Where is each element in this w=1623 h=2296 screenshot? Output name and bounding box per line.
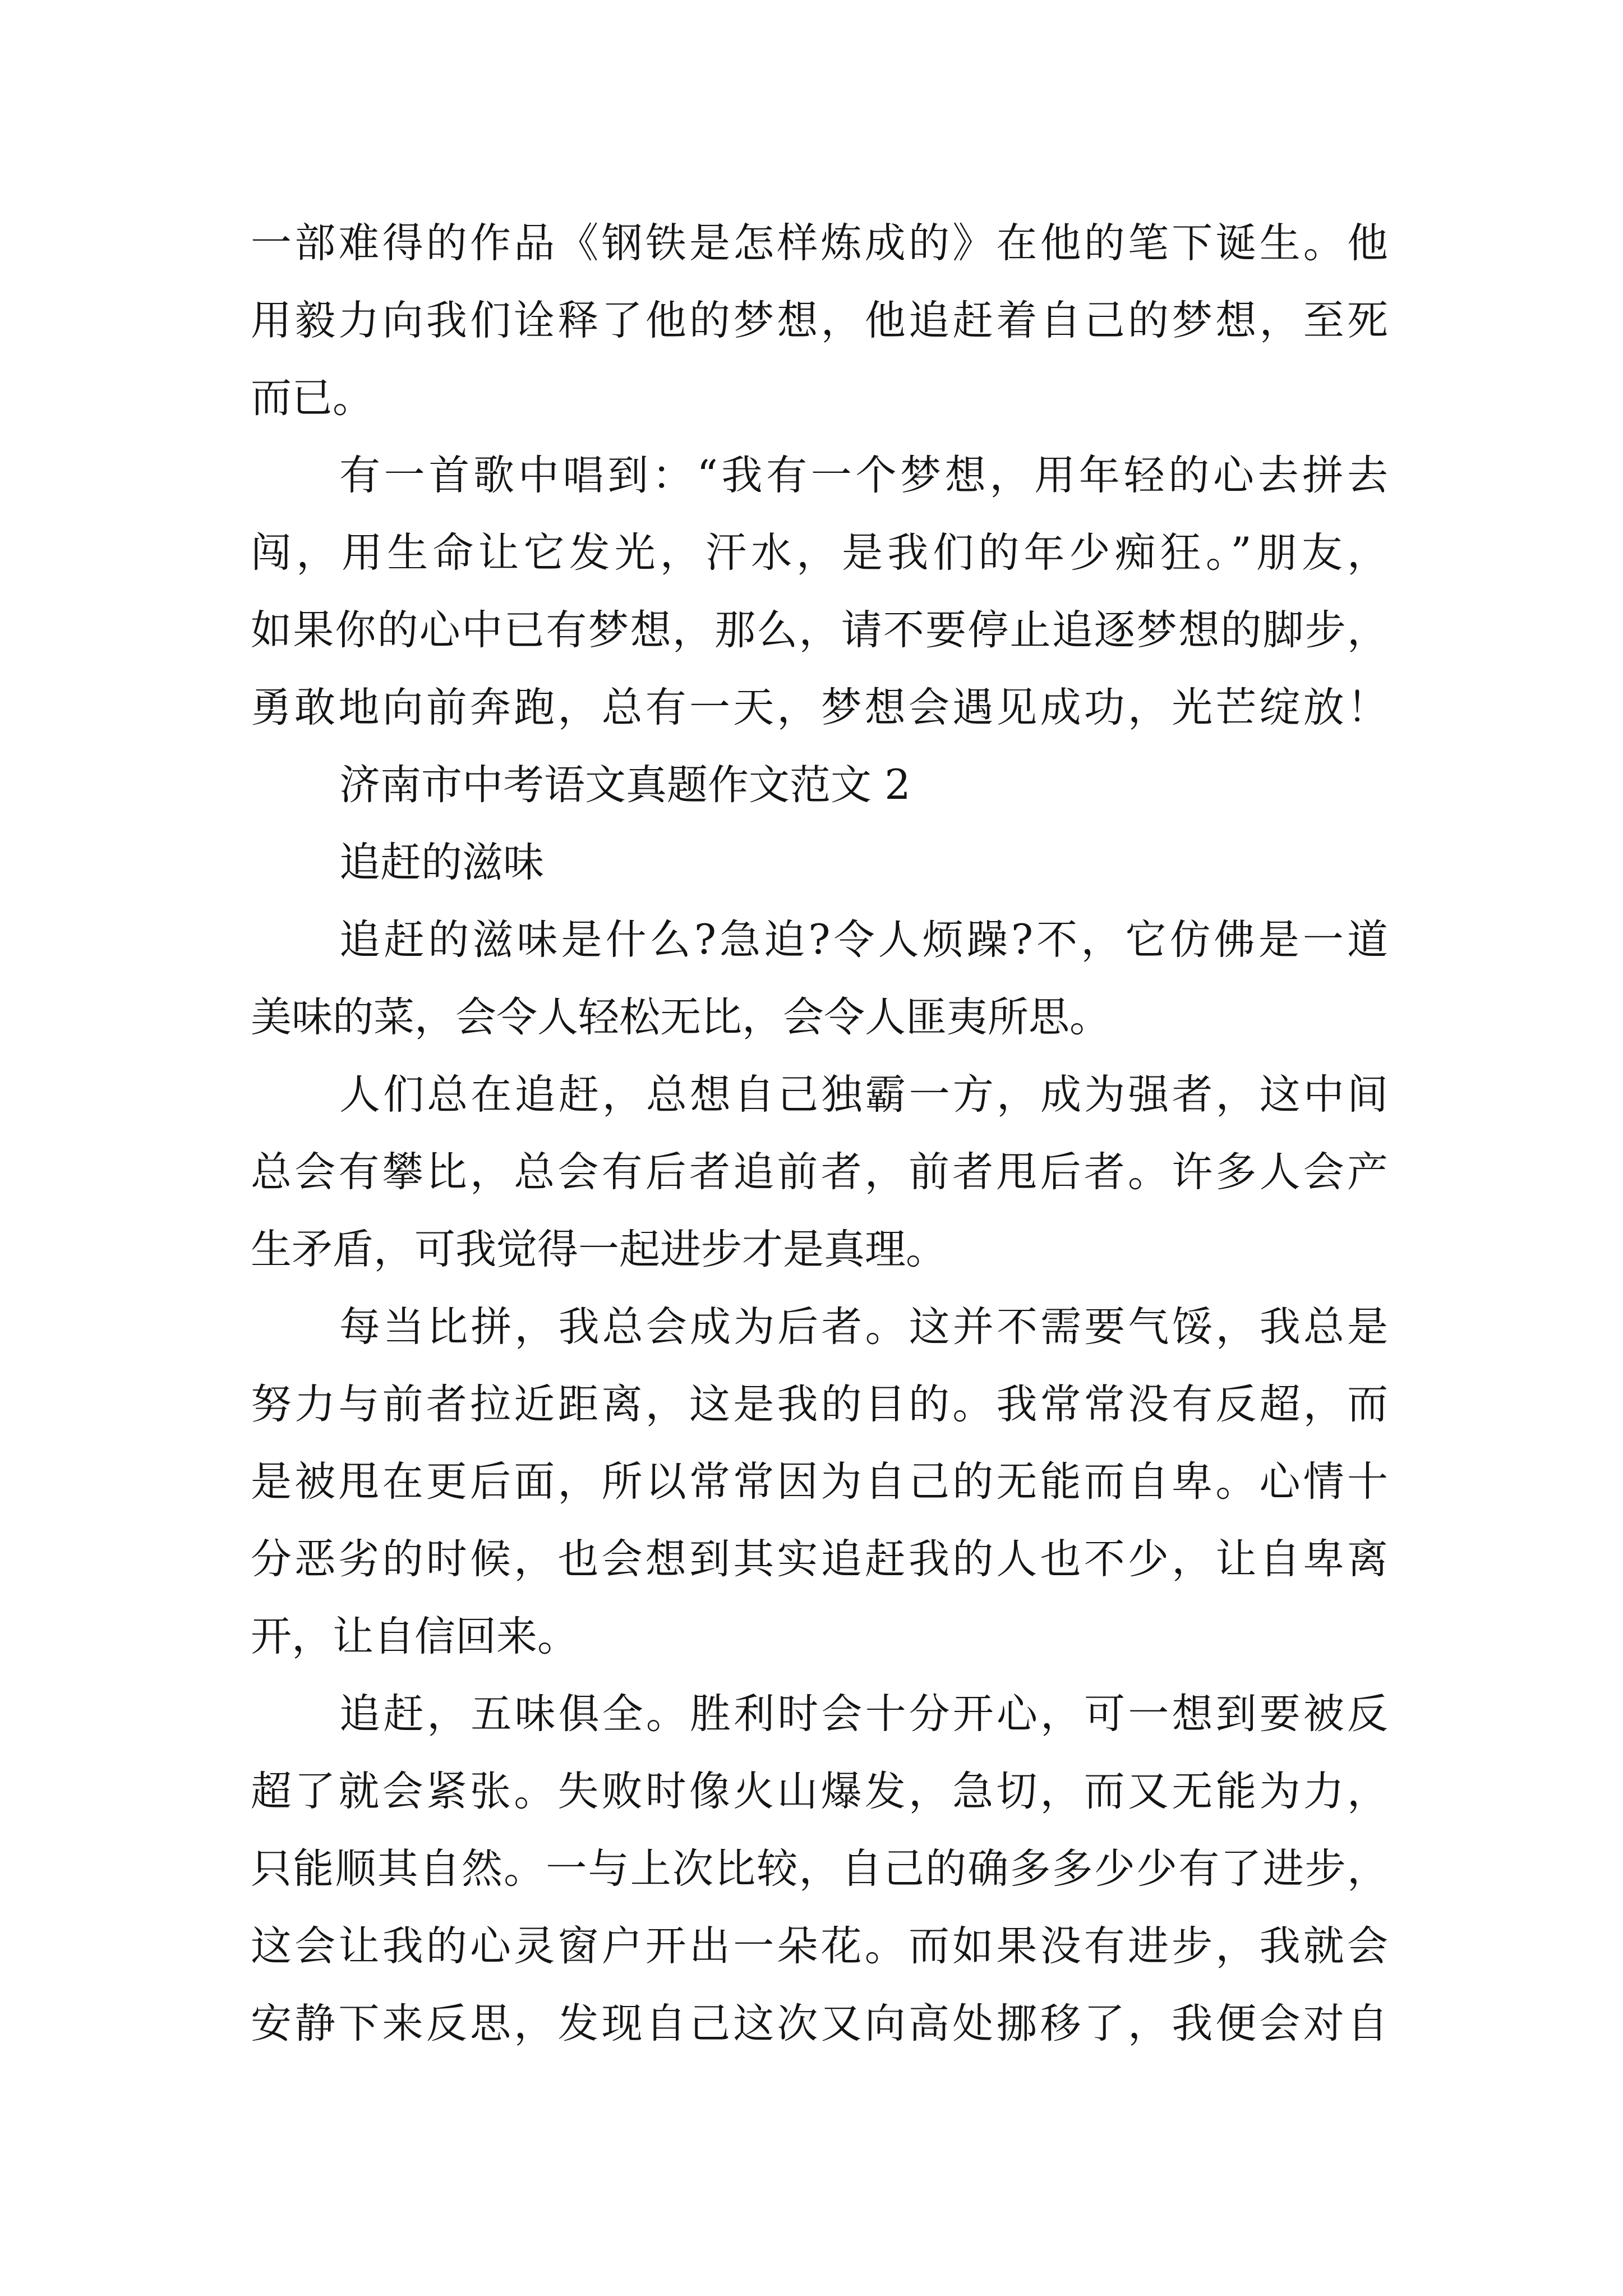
text-line: 每当比拼，我总会成为后者。这并不需要气馁，我总是 xyxy=(339,1303,1388,1351)
text-line: 闯，用生命让它发光，汗水，是我们的年少痴狂。”朋友， xyxy=(251,529,1388,577)
section-heading: 济南市中考语文真题作文范文 2 xyxy=(339,761,911,809)
text-line: 一部难得的作品《钢铁是怎样炼成的》在他的笔下诞生。他 xyxy=(251,219,1388,267)
text-line: 勇敢地向前奔跑，总有一天，梦想会遇见成功，光芒绽放！ xyxy=(251,684,1388,731)
text-line: 这会让我的心灵窗户开出一朵花。而如果没有进步，我就会 xyxy=(251,1922,1388,1970)
text-line: 超了就会紧张。失败时像火山爆发，急切，而又无能为力， xyxy=(251,1768,1388,1815)
text-line: 有一首歌中唱到：“我有一个梦想，用年轻的心去拼去 xyxy=(339,452,1388,499)
text-line: 安静下来反思，发现自己这次又向高处挪移了，我便会对自 xyxy=(251,2000,1388,2047)
text-line: 努力与前者拉近距离，这是我的目的。我常常没有反超，而 xyxy=(251,1381,1388,1428)
text-line: 美味的菜，会令人轻松无比，会令人匪夷所思。 xyxy=(251,993,1110,1041)
paragraph xyxy=(251,1056,1388,1289)
paragraph xyxy=(251,205,1388,437)
paragraph xyxy=(251,1676,1388,2063)
text-line: 用毅力向我们诠释了他的梦想，他追赶着自己的梦想，至死 xyxy=(251,297,1388,344)
text-line: 总会有攀比，总会有后者追前者，前者甩后者。许多人会产 xyxy=(251,1148,1388,1196)
text-line: 开，让自信回来。 xyxy=(251,1613,578,1660)
text-line: 如果你的心中已有梦想，那么，请不要停止追逐梦想的脚步， xyxy=(251,606,1388,654)
text-line: 追赶，五味俱全。胜利时会十分开心，可一想到要被反 xyxy=(339,1690,1388,1738)
paragraph xyxy=(251,1289,1388,1676)
text-line: 生矛盾，可我觉得一起进步才是真理。 xyxy=(251,1226,947,1273)
paragraph xyxy=(251,901,1388,1056)
text-line: 分恶劣的时候，也会想到其实追赶我的人也不少，让自卑离 xyxy=(251,1535,1388,1583)
text-line: 追赶的滋味是什么?急迫?令人烦躁?不，它仿佛是一道 xyxy=(339,916,1388,964)
text-line: 人们总在追赶，总想自己独霸一方，成为强者，这中间 xyxy=(339,1071,1388,1119)
document-body xyxy=(251,205,1388,2063)
text-line: 只能顺其自然。一与上次比较，自己的确多多少少有了进步， xyxy=(251,1845,1388,1893)
text-line: 而已。 xyxy=(251,374,374,422)
essay-title: 追赶的滋味 xyxy=(339,839,544,886)
text-line: 是被甩在更后面，所以常常因为自己的无能而自卑。心情十 xyxy=(251,1458,1388,1506)
paragraph xyxy=(251,437,1388,747)
